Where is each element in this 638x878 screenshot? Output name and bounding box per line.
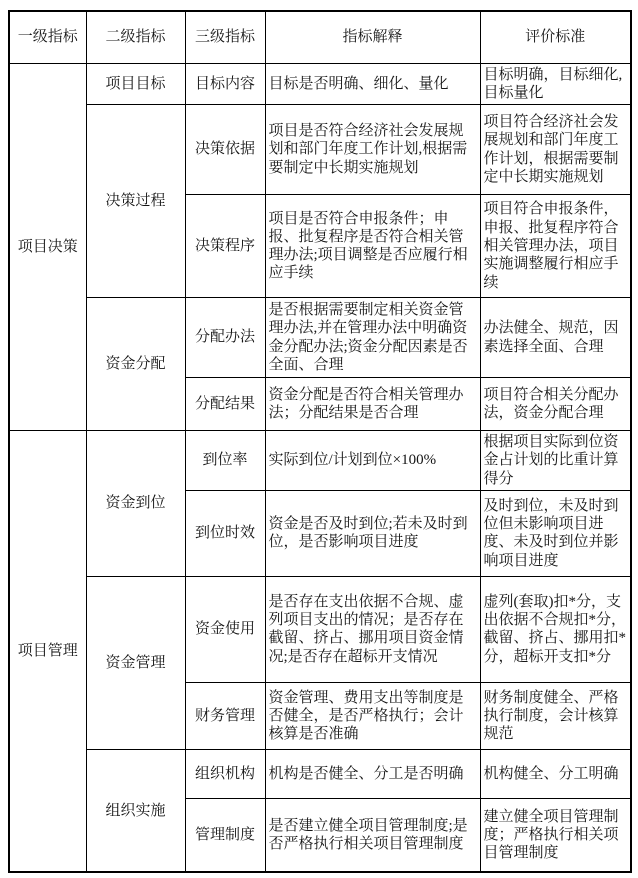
level1-cell: 项目管理 [9,431,86,873]
criteria-cell: 项目符合申报条件，申报、批复程序符合相关管理办法，项目实施调整履行相应手续 [480,195,631,298]
criteria-cell: 项目符合经济社会发展规划和部门年度工作计划，根据需要制定中长期实施规划 [480,105,631,195]
table-row [9,749,631,798]
header-level3: 三级指标 [185,11,265,63]
level2-cell: 组织实施 [86,749,185,872]
level2-cell: 决策过程 [86,105,185,298]
explanation-cell: 目标是否明确、细化、量化 [265,63,480,105]
level3-cell: 决策依据 [185,105,265,195]
level2-cell: 资金到位 [86,431,185,577]
header-level1: 一级指标 [9,11,86,63]
explanation-cell: 资金管理、费用支出等制度是否健全，是否严格执行；会计核算是否准确 [265,682,480,749]
level2-cell: 资金分配 [86,298,185,431]
criteria-cell: 项目符合相关分配办法，资金分配合理 [480,378,631,431]
explanation-cell: 项目是否符合申报条件；申报、批复程序是否符合相关管理办法;项目调整是否应履行相应手续 [265,195,480,298]
criteria-cell: 虚列(套取)扣*分，支出依据不合规扣*分，截留、挤占、挪用扣*分，超标开支扣*分 [480,576,631,682]
table-row [9,576,631,682]
level3-cell: 资金使用 [185,576,265,682]
explanation-cell: 项目是否符合经济社会发展规划和部门年度工作计划,根据需要制定中长期实施规划 [265,105,480,195]
header-explain: 指标解释 [265,11,480,63]
level3-cell: 分配办法 [185,298,265,378]
level1-cell: 项目决策 [9,63,86,431]
explanation-cell: 是否根据需要制定相关资金管理办法,并在管理办法中明确资金分配办法;资金分配因素是否全面、合理 [265,298,480,378]
level3-cell: 决策程序 [185,195,265,298]
explanation-cell: 机构是否健全、分工是否明确 [265,749,480,798]
level2-cell: 项目目标 [86,63,185,105]
criteria-cell: 机构健全、分工明确 [480,749,631,798]
criteria-cell: 根据项目实际到位资金占计划的比重计算得分 [480,431,631,491]
table-row [9,431,631,491]
level3-cell: 到位率 [185,431,265,491]
level3-cell: 组织机构 [185,749,265,798]
criteria-cell: 目标明确，目标细化,目标量化 [480,63,631,105]
table-row [9,298,631,378]
level3-cell: 财务管理 [185,682,265,749]
indicator-table [8,10,632,873]
criteria-cell: 办法健全、规范，因素选择全面、合理 [480,298,631,378]
header-standard: 评价标准 [480,11,631,63]
criteria-cell: 财务制度健全、严格执行制度，会计核算规范 [480,682,631,749]
level3-cell: 到位时效 [185,490,265,576]
criteria-cell: 建立健全项目管理制度；严格执行相关项目管理制度 [480,798,631,872]
header-row [9,11,631,63]
explanation-cell: 是否建立健全项目管理制度;是否严格执行相关项目管理制度 [265,798,480,872]
explanation-cell: 实际到位/计划到位×100% [265,431,480,491]
explanation-cell: 资金分配是否符合相关管理办法；分配结果是否合理 [265,378,480,431]
explanation-cell: 是否存在支出依据不合规、虚列项目支出的情况；是否存在截留、挤占、挪用项目资金情况;是否存在超标开支情况 [265,576,480,682]
table-row [9,63,631,105]
criteria-cell: 及时到位，未及时到位但未影响项目进度、未及时到位并影响项目进度 [480,490,631,576]
table-row [9,105,631,195]
level2-cell: 资金管理 [86,576,185,749]
level3-cell: 目标内容 [185,63,265,105]
explanation-cell: 资金是否及时到位;若未及时到位，是否影响项目进度 [265,490,480,576]
level3-cell: 分配结果 [185,378,265,431]
level3-cell: 管理制度 [185,798,265,872]
header-level2: 二级指标 [86,11,185,63]
